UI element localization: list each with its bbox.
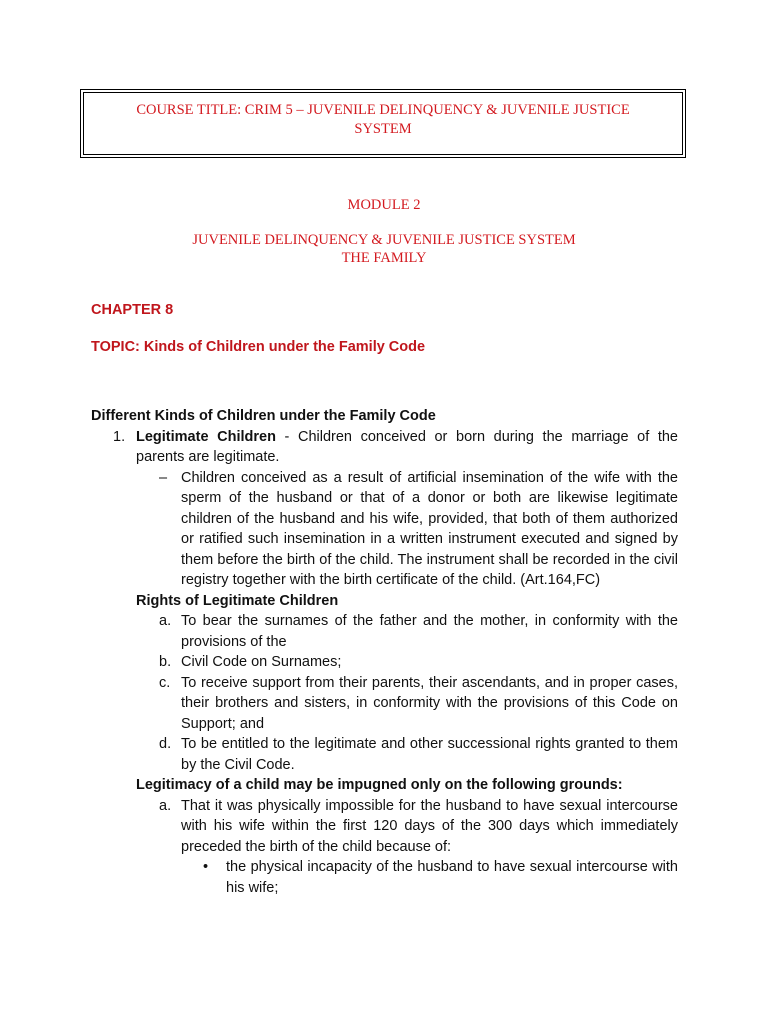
list-item: [91, 611, 678, 652]
course-title-box: [80, 89, 686, 158]
list-item-text: To bear the surnames of the father and the mother, in conformity with the provisions of the: [181, 613, 678, 650]
list-letter: a.: [159, 613, 172, 629]
rights-title: Rights of Legitimate Children: [136, 592, 339, 609]
list-item: [91, 734, 678, 775]
grounds-title: Legitimacy of a child may be impugned only on the following grounds:: [136, 777, 623, 793]
topic-heading: TOPIC: Kinds of Children under the Family Code: [91, 339, 426, 355]
list-item-legitimate-children: [91, 427, 678, 468]
list-item: [91, 673, 678, 735]
module-title-line2: THE FAMILY: [341, 250, 427, 266]
list-item: [91, 652, 678, 673]
section-title: Different Kinds of Children under the Family Code: [91, 408, 436, 424]
list-number: 1.: [113, 428, 126, 445]
term-legitimate-children: Legitimate Children: [136, 428, 276, 445]
document-body: [91, 406, 678, 898]
list-item-text: That it was physically impossible for the husband to have sexual intercourse with his wife within the first 120 days of the 300 days which immediately preceded the birth of the child because of:: [181, 797, 678, 855]
list-item-text: To be entitled to the legitimate and other successional rights granted to them by the Civil Code.: [181, 736, 678, 773]
course-title-line2: SYSTEM: [354, 121, 412, 137]
dash-marker: –: [159, 469, 168, 486]
list-letter: d.: [159, 736, 172, 752]
definition-text: - Children conceived or born during the marriage of the parents are legitimate.: [136, 428, 678, 465]
list-letter: a.: [159, 797, 172, 814]
dash-item-text: Children conceived as a result of artificial insemination of the wife with the sperm of the husband or that of a donor or both are likewise legitimate children of the husband and his wife, provided, that both of them authorized or ratified such insemination in a written instrument executed and signed by them before the birth of the child. The instrument shall be recorded in the civil registry together with the birth certificate of the child. (Art.164,FC): [181, 469, 678, 588]
dash-item: [91, 468, 678, 591]
course-title: [84, 101, 682, 139]
list-letter: c.: [159, 674, 171, 691]
bullet-item-text: the physical incapacity of the husband to have sexual intercourse with his wife;: [226, 859, 678, 896]
list-item-text: Civil Code on Surnames;: [181, 654, 342, 670]
module-label: MODULE 2: [347, 197, 421, 213]
course-title-line1: COURSE TITLE: CRIM 5 – JUVENILE DELINQUENCY & JUVENILE JUSTICE: [136, 102, 630, 118]
list-item-text: To receive support from their parents, their ascendants, and in proper cases, their brothers and sisters, in conformity with the provisions of this Code on Support; and: [181, 674, 678, 732]
bullet-item: [91, 857, 678, 898]
list-item: [91, 796, 678, 858]
chapter-heading: CHAPTER 8: [91, 302, 174, 318]
bullet-marker: •: [203, 859, 209, 875]
list-letter: b.: [159, 654, 172, 670]
module-title-line1: JUVENILE DELINQUENCY & JUVENILE JUSTICE SYSTEM: [192, 232, 576, 248]
